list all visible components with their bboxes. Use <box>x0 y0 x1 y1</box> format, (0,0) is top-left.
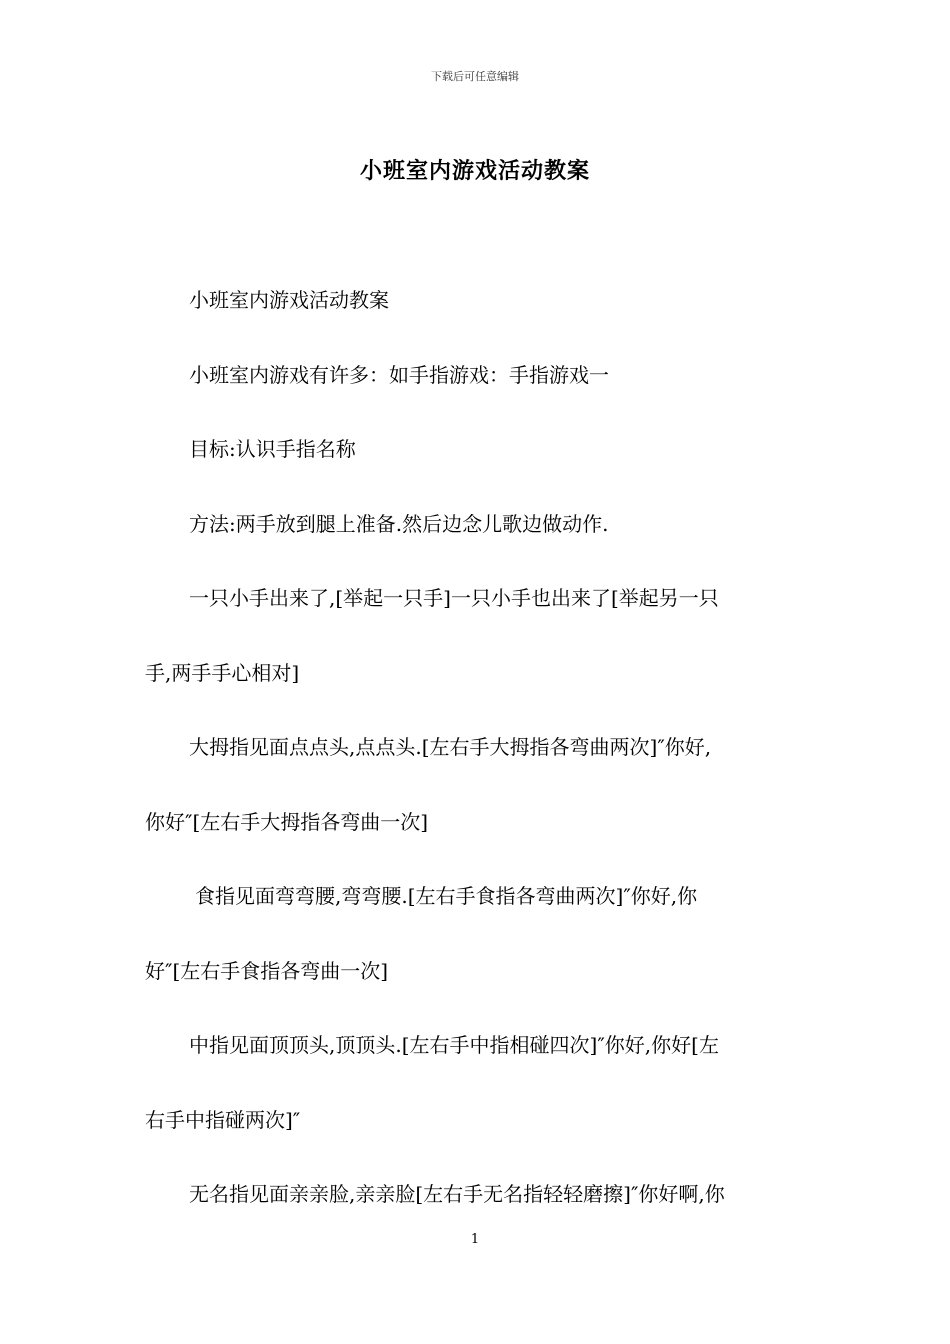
paragraph-line: 方法:两手放到腿上准备.然后边念儿歌边做动作. <box>189 512 609 536</box>
page-header-note: 下载后可任意编辑 <box>431 70 519 83</box>
paragraph-line: 目标:认识手指名称 <box>189 437 356 461</box>
paragraph-line: 小班室内游戏活动教案 <box>189 288 389 312</box>
page-number: 1 <box>470 1232 480 1247</box>
document-title: 小班室内游戏活动教案 <box>359 158 590 184</box>
paragraph-line: 大拇指见面点点头,点点头.[左右手大拇指各弯曲两次]″你好, <box>189 735 712 759</box>
paragraph-line: 中指见面顶顶头,顶顶头.[左右手中指相碰四次]″你好,你好[左 <box>189 1033 719 1057</box>
paragraph-line: 食指见面弯弯腰,弯弯腰.[左右手食指各弯曲两次]″你好,你 <box>195 884 698 908</box>
paragraph-line: 右手中指碰两次]″ <box>145 1108 301 1132</box>
paragraph-line: 一只小手出来了,[举起一只手]一只小手也出来了[举起另一只 <box>189 586 719 610</box>
paragraph-line: 你好″[左右手大拇指各弯曲一次] <box>145 810 429 834</box>
paragraph-line: 好″[左右手食指各弯曲一次] <box>145 959 389 983</box>
paragraph-line: 手,两手手心相对] <box>145 661 300 685</box>
paragraph-line: 无名指见面亲亲脸,亲亲脸[左右手无名指轻轻磨擦]″你好啊,你 <box>189 1182 725 1206</box>
paragraph-line: 小班室内游戏有许多：如手指游戏：手指游戏一 <box>189 363 609 387</box>
